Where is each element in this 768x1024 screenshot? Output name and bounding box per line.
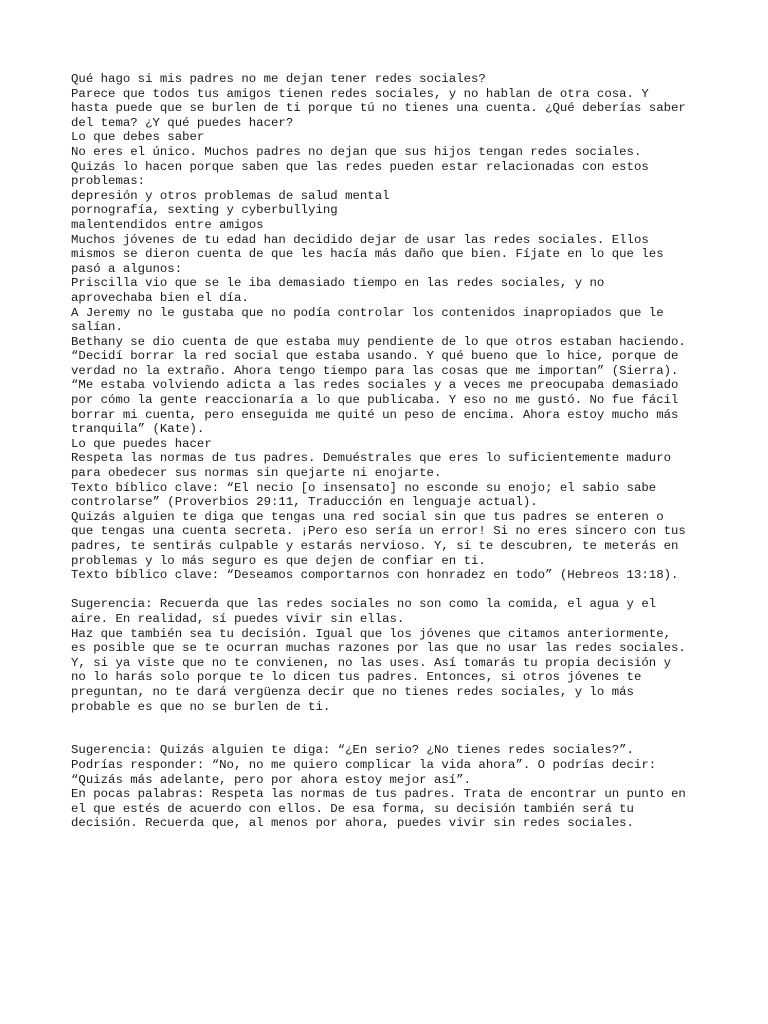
quote-line: por cómo la gente reaccionaría a lo que publicaba. Y eso no me gustó. No fue fácil — [71, 393, 679, 408]
list-item: pornografía, sexting y cyberbullying — [71, 203, 338, 218]
text-line: es posible que se te ocurran muchas razones por las que no usar las redes sociales. — [71, 641, 686, 656]
list-item: Priscilla vio que se le iba demasiado tiempo en las redes sociales, y no — [71, 276, 605, 291]
summary-line: decisión. Recuerda que, al menos por ahora, puedes vivir sin redes sociales. — [71, 816, 634, 831]
tip-line: Sugerencia: Quizás alguien te diga: “¿En serio? ¿No tienes redes sociales?”. — [71, 743, 634, 758]
summary-line: el que estés de acuerdo con ellos. De esa forma, su decisión también será tu — [71, 801, 634, 816]
text-line: pasó a algunos: — [71, 261, 183, 276]
text-line: Y, si ya viste que no te convienen, no las uses. Así tomarás tu propia decisión y — [71, 655, 672, 670]
text-line: hasta puede que se burlen de ti porque tú no tienes una cuenta. ¿Qué deberías saber — [71, 101, 686, 116]
text-line: mismos se dieron cuenta de que les hacía más daño que bien. Fíjate en lo que les — [71, 247, 664, 262]
blank-line — [71, 714, 711, 729]
document-body — [71, 72, 711, 831]
summary-line: En pocas palabras: Respeta las normas de tus padres. Trata de encontrar un punto en — [71, 787, 686, 802]
quote-line: borrar mi cuenta, pero enseguida me quité un peso de encima. Ahora estoy mucho más — [71, 407, 679, 422]
quote-line: verdad no la extraño. Ahora tengo tiempo para las cosas que me importan” (Sierra). — [71, 363, 679, 378]
text-line: del tema? ¿Y qué puedes hacer? — [71, 115, 294, 130]
list-item: A Jeremy no le gustaba que no podía controlar los contenidos inapropiados que le — [71, 305, 664, 320]
text-line: padres, te sentirás culpable y estarás nervioso. Y, si te descubren, te meterás en — [71, 539, 679, 553]
tip-line: “Quizás más adelante, pero por ahora estoy mejor así”. — [71, 772, 472, 787]
tip-line: Podrías responder: “No, no me quiero complicar la vida ahora”. O podrías decir: — [71, 757, 657, 772]
list-item: Bethany se dio cuenta de que estaba muy pendiente de lo que otros estaban haciendo. — [71, 334, 686, 349]
text-line: para obedecer sus normas sin quejarte ni enojarte. — [71, 466, 442, 481]
quote-line: “Decidí borrar la red social que estaba usando. Y qué bueno que lo hice, porque de — [71, 349, 679, 364]
text-line: que tengas una cuenta secreta. ¡Pero eso sería un error! Si no eres sincero con tus — [71, 524, 686, 539]
blank-line — [71, 583, 711, 598]
text-line: Quizás lo hacen porque saben que las redes pueden estar relacionadas con estos — [71, 159, 649, 174]
section-heading: Lo que puedes hacer — [71, 436, 212, 451]
text-line: Haz que también sea tu decisión. Igual que los jóvenes que citamos anteriormente, — [71, 626, 672, 641]
tip-line: Sugerencia: Recuerda que las redes sociales no son como la comida, el agua y el — [71, 597, 657, 612]
text-line: preguntan, no te dará vergüenza decir que no tienes redes sociales, y lo más — [71, 684, 634, 699]
text-line: Parece que todos tus amigos tienen redes sociales, y no hablan de otra cosa. Y — [71, 86, 649, 101]
text-line: probable es que no se burlen de ti. — [71, 699, 331, 714]
text-line: Quizás alguien te diga que tengas una red social sin que tus padres se enteren o — [71, 509, 664, 524]
quote-line: “Me estaba volviendo adicta a las redes sociales y a veces me preocupaba demasiado — [71, 378, 679, 393]
blank-line — [71, 729, 711, 744]
text-line: no lo harás solo porque te lo dicen tus padres. Entonces, si otros jóvenes te — [71, 670, 642, 685]
list-item: depresión y otros problemas de salud mental — [71, 188, 390, 203]
text-line: Respeta las normas de tus padres. Demuéstrales que eres lo suficientemente maduro — [71, 451, 672, 466]
text-line: problemas: — [71, 174, 146, 189]
list-item: aprovechaba bien el día. — [71, 290, 249, 305]
text-line: problemas y lo más seguro es que dejen de confiar en ti. — [71, 553, 486, 568]
scripture-line: Texto bíblico clave: “Deseamos comportarnos con honradez en todo” (Hebreos 13:18). — [71, 568, 679, 583]
document-title: Qué hago si mis padres no me dejan tener redes sociales? — [71, 72, 486, 86]
section-heading: Lo que debes saber — [71, 130, 205, 145]
list-item: salían. — [71, 320, 123, 335]
tip-line: aire. En realidad, sí puedes vivir sin ellas. — [71, 611, 405, 626]
scripture-line: controlarse” (Proverbios 29:11, Traducción en lenguaje actual). — [71, 495, 538, 510]
text-line: No eres el único. Muchos padres no dejan que sus hijos tengan redes sociales. — [71, 144, 642, 159]
scripture-line: Texto bíblico clave: “El necio [o insensato] no esconde su enojo; el sabio sabe — [71, 480, 657, 495]
list-item: malentendidos entre amigos — [71, 217, 264, 232]
text-line: Muchos jóvenes de tu edad han decidido dejar de usar las redes sociales. Ellos — [71, 232, 649, 247]
quote-line: tranquila” (Kate). — [71, 422, 205, 437]
